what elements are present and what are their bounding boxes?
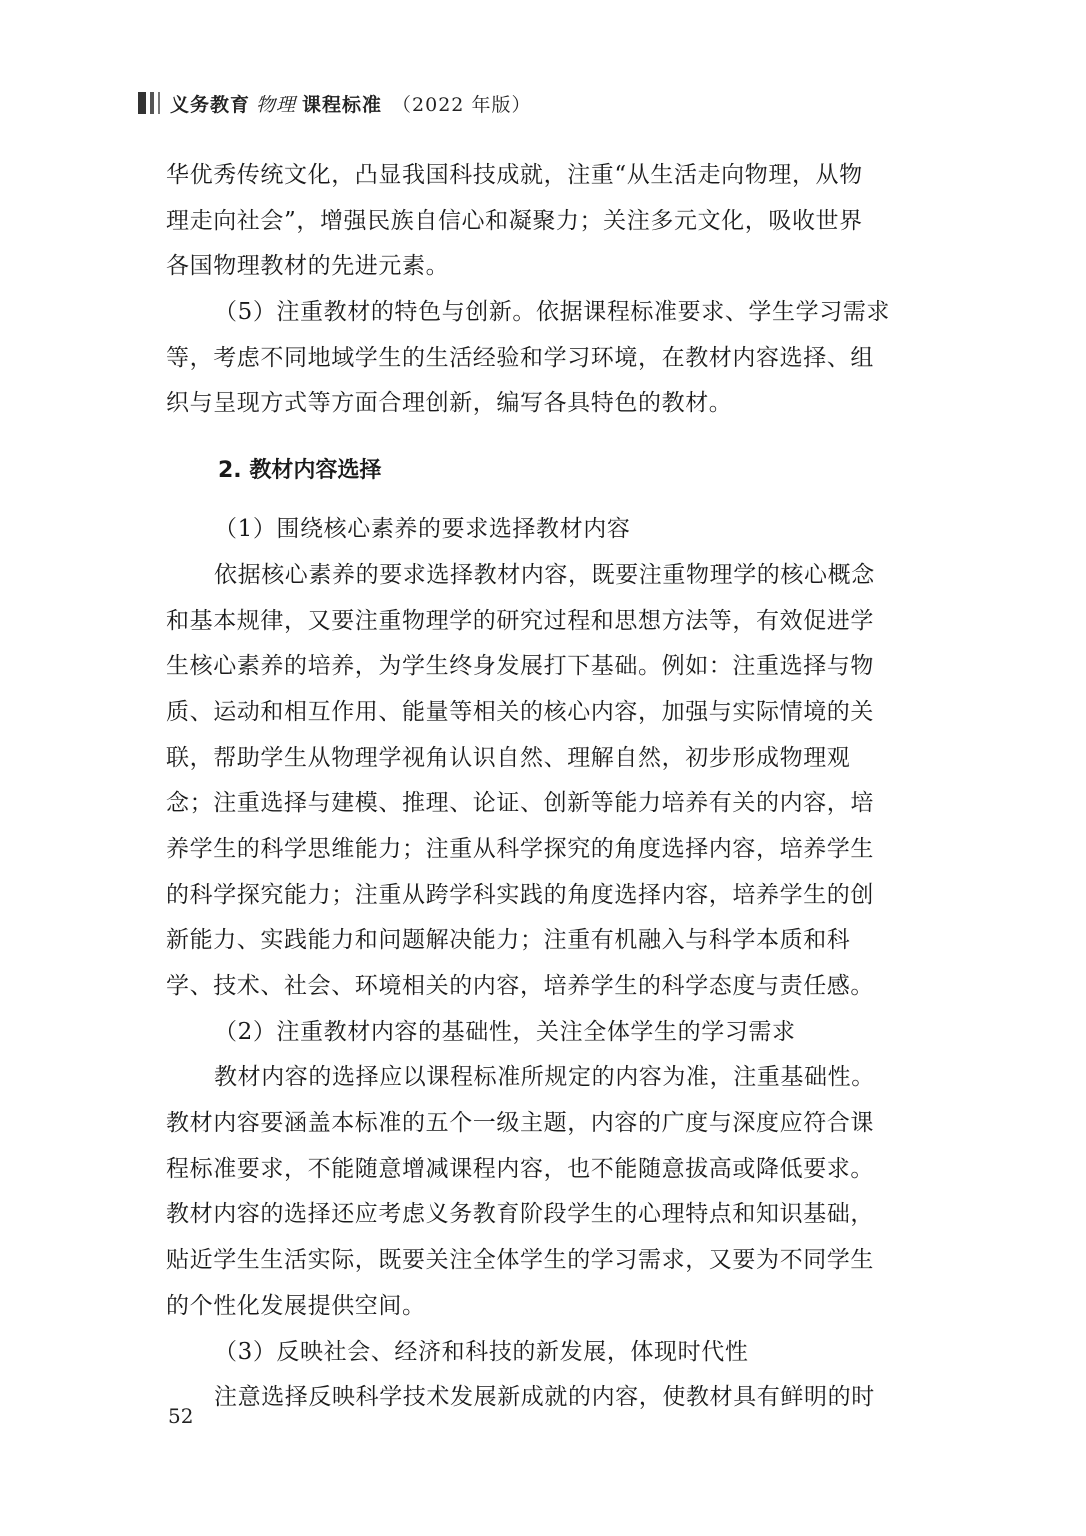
running-header (138, 88, 531, 118)
text-line: 依据核心素养的要求选择教材内容，既要注重物理学的核心概念 (214, 561, 875, 588)
text-line: 教材内容要涵盖本标准的五个一级主题，内容的广度与深度应符合课 (166, 1110, 874, 1137)
header-bar-marks (138, 92, 160, 114)
text-line: 注意选择反映科学技术发展新成就的内容，使教材具有鲜明的时 (214, 1384, 875, 1411)
subsection-title-2: （2）注重教材内容的基础性，关注全体学生的学习需求 (214, 1018, 796, 1045)
header-title (170, 90, 531, 117)
text-line: 的科学探究能力；注重从跨学科实践的角度选择内容，培养学生的创 (166, 881, 874, 908)
text-line: 新能力、实践能力和问题解决能力；注重有机融入与科学本质和科 (166, 927, 851, 954)
text-line: 的个性化发展提供空间。 (166, 1292, 426, 1319)
header-title-subject: 物理 (256, 93, 297, 116)
text-line: （5）注重教材的特色与创新。依据课程标准要求、学生学习需求 (214, 299, 891, 326)
section-heading: 2. 教材内容选择 (218, 458, 382, 484)
text-line: 理走向社会”，增强民族自信心和凝聚力；关注多元文化，吸收世界 (166, 207, 863, 234)
text-line: 织与呈现方式等方面合理创新，编写各具特色的教材。 (166, 390, 733, 417)
body-text (166, 153, 926, 1421)
paragraph-5 (166, 1375, 926, 1421)
text-line: 和基本规律，又要注重物理学的研究过程和思想方法等，有效促进学 (166, 607, 874, 634)
header-title-right: 课程标准 (302, 93, 383, 116)
paragraph-1 (166, 153, 926, 290)
text-line: 教材内容的选择应以课程标准所规定的内容为准，注重基础性。 (214, 1064, 875, 1091)
text-line: 各国物理教材的先进元素。 (166, 253, 450, 280)
text-line: 程标准要求，不能随意增减课程内容，也不能随意拔高或降低要求。 (166, 1155, 874, 1182)
text-line: 生核心素养的培养，为学生终身发展打下基础。例如：注重选择与物 (166, 653, 874, 680)
text-line: 教材内容的选择还应考虑义务教育阶段学生的心理特点和知识基础， (166, 1201, 874, 1228)
header-mark (150, 92, 154, 114)
header-title-left: 义务教育 (170, 93, 251, 116)
text-line: 养学生的科学思维能力；注重从科学探究的角度选择内容，培养学生 (166, 835, 874, 862)
paragraph-2 (166, 290, 926, 427)
subsection-title-1: （1）围绕核心素养的要求选择教材内容 (214, 516, 631, 543)
subsection-title-3: （3）反映社会、经济和科技的新发展，体现时代性 (214, 1338, 749, 1365)
paragraph-4 (166, 1055, 926, 1329)
header-mark (138, 92, 146, 114)
text-line: 学、技术、社会、环境相关的内容，培养学生的科学态度与责任感。 (166, 973, 874, 999)
text-line: 等，考虑不同地域学生的生活经验和学习环境，在教材内容选择、组 (166, 344, 874, 371)
text-line: 质、运动和相互作用、能量等相关的核心内容，加强与实际情境的关 (166, 698, 874, 725)
header-edition: （2022 年版） (392, 93, 532, 116)
text-line: 联，帮助学生从物理学视角认识自然、理解自然，初步形成物理观 (166, 744, 851, 771)
page-number: 52 (168, 1404, 194, 1428)
paragraph-3 (166, 553, 926, 1010)
text-line: 念；注重选择与建模、推理、论证、创新等能力培养有关的内容，培 (166, 790, 874, 817)
header-mark (158, 92, 160, 114)
text-line: 华优秀传统文化，凸显我国科技成就，注重“从生活走向物理，从物 (166, 162, 863, 188)
text-line: 贴近学生生活实际，既要关注全体学生的学习需求，又要为不同学生 (166, 1247, 874, 1274)
